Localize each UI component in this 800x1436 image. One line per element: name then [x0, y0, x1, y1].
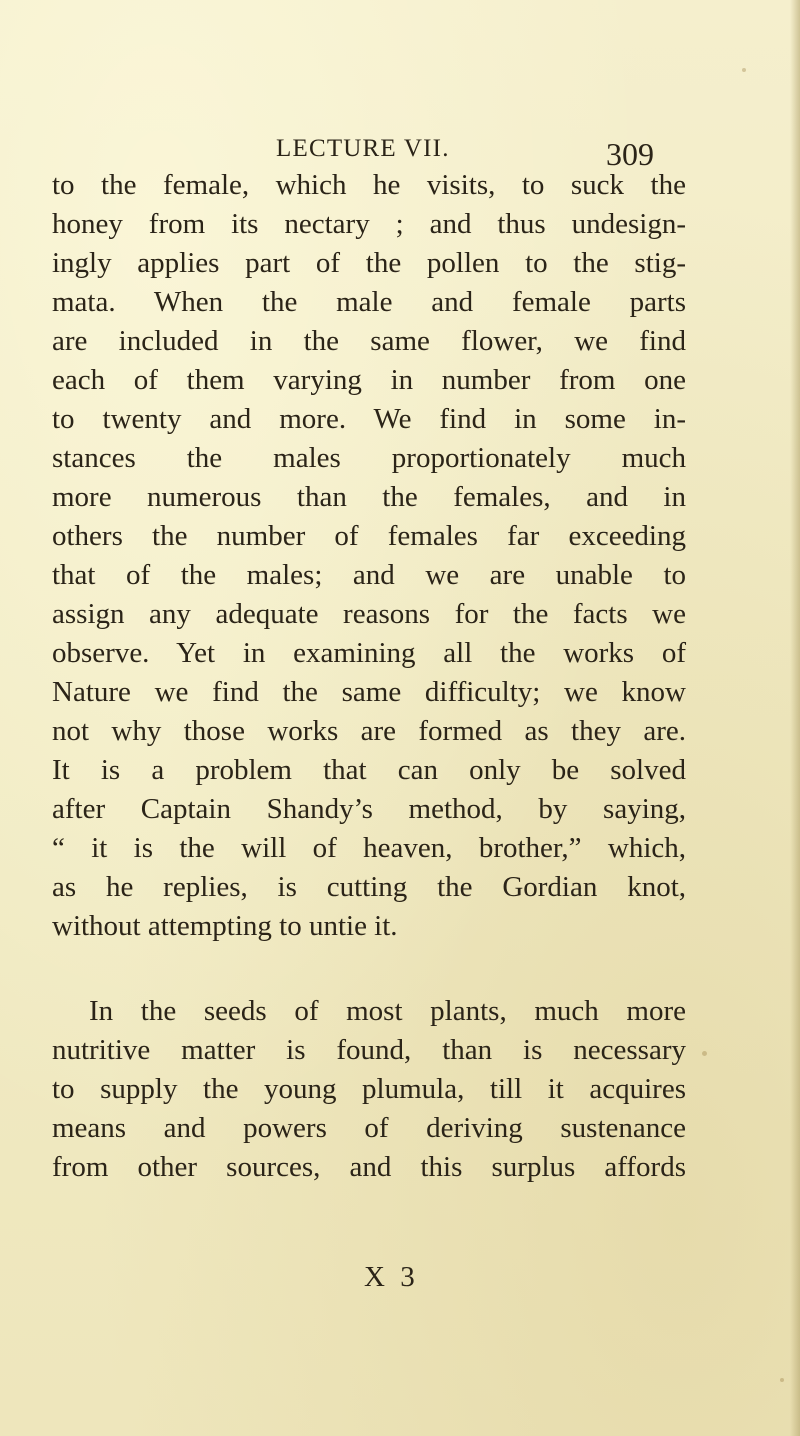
paragraph — [52, 166, 686, 946]
text-line: mata. When the male and female parts — [52, 286, 686, 318]
text-line: that of the males; and we are unable to — [52, 559, 686, 591]
text-line: from other sources, and this surplus affords — [52, 1151, 686, 1183]
text-line: “ it is the will of heaven, brother,” which, — [52, 832, 686, 864]
text-line: without attempting to untie it. — [52, 910, 398, 942]
text-line: as he replies, is cutting the Gordian knot, — [52, 871, 686, 903]
paper-spot — [742, 68, 746, 72]
text-line: Nature we find the same difficulty; we know — [52, 676, 686, 708]
text-line: nutritive matter is found, than is necessary — [52, 1034, 686, 1066]
body-text — [52, 166, 686, 1187]
text-line: each of them varying in number from one — [52, 364, 686, 396]
text-line: not why those works are formed as they are. — [52, 715, 686, 747]
text-line: means and powers of deriving sustenance — [52, 1112, 686, 1144]
text-line: to the female, which he visits, to suck the — [52, 169, 686, 201]
text-line: assign any adequate reasons for the facts we — [52, 598, 686, 630]
page-number: 309 — [606, 136, 654, 172]
text-line: It is a problem that can only be solved — [52, 754, 686, 786]
text-line: observe. Yet in examining all the works of — [52, 637, 686, 669]
paper-spot — [780, 1378, 784, 1382]
text-line: to supply the young plumula, till it acquires — [52, 1073, 686, 1105]
text-line: others the number of females far exceeding — [52, 520, 686, 552]
paragraph — [52, 992, 686, 1187]
paragraph-gap — [52, 946, 686, 992]
signature-mark: X 3 — [364, 1261, 419, 1293]
text-line: ingly applies part of the pollen to the stig- — [52, 247, 686, 279]
text-line: are included in the same flower, we find — [52, 325, 686, 357]
text-line: In the seeds of most plants, much more — [89, 995, 686, 1027]
running-head: LECTURE VII. — [276, 135, 450, 162]
text-line: after Captain Shandy’s method, by saying, — [52, 793, 686, 825]
text-line: stances the males proportionately much — [52, 442, 686, 474]
paper-spot — [702, 1051, 707, 1056]
text-line: to twenty and more. We find in some in- — [52, 403, 686, 435]
text-line: more numerous than the females, and in — [52, 481, 686, 513]
page-edge-shadow — [790, 0, 800, 1436]
text-line: honey from its nectary ; and thus undesign- — [52, 208, 686, 240]
